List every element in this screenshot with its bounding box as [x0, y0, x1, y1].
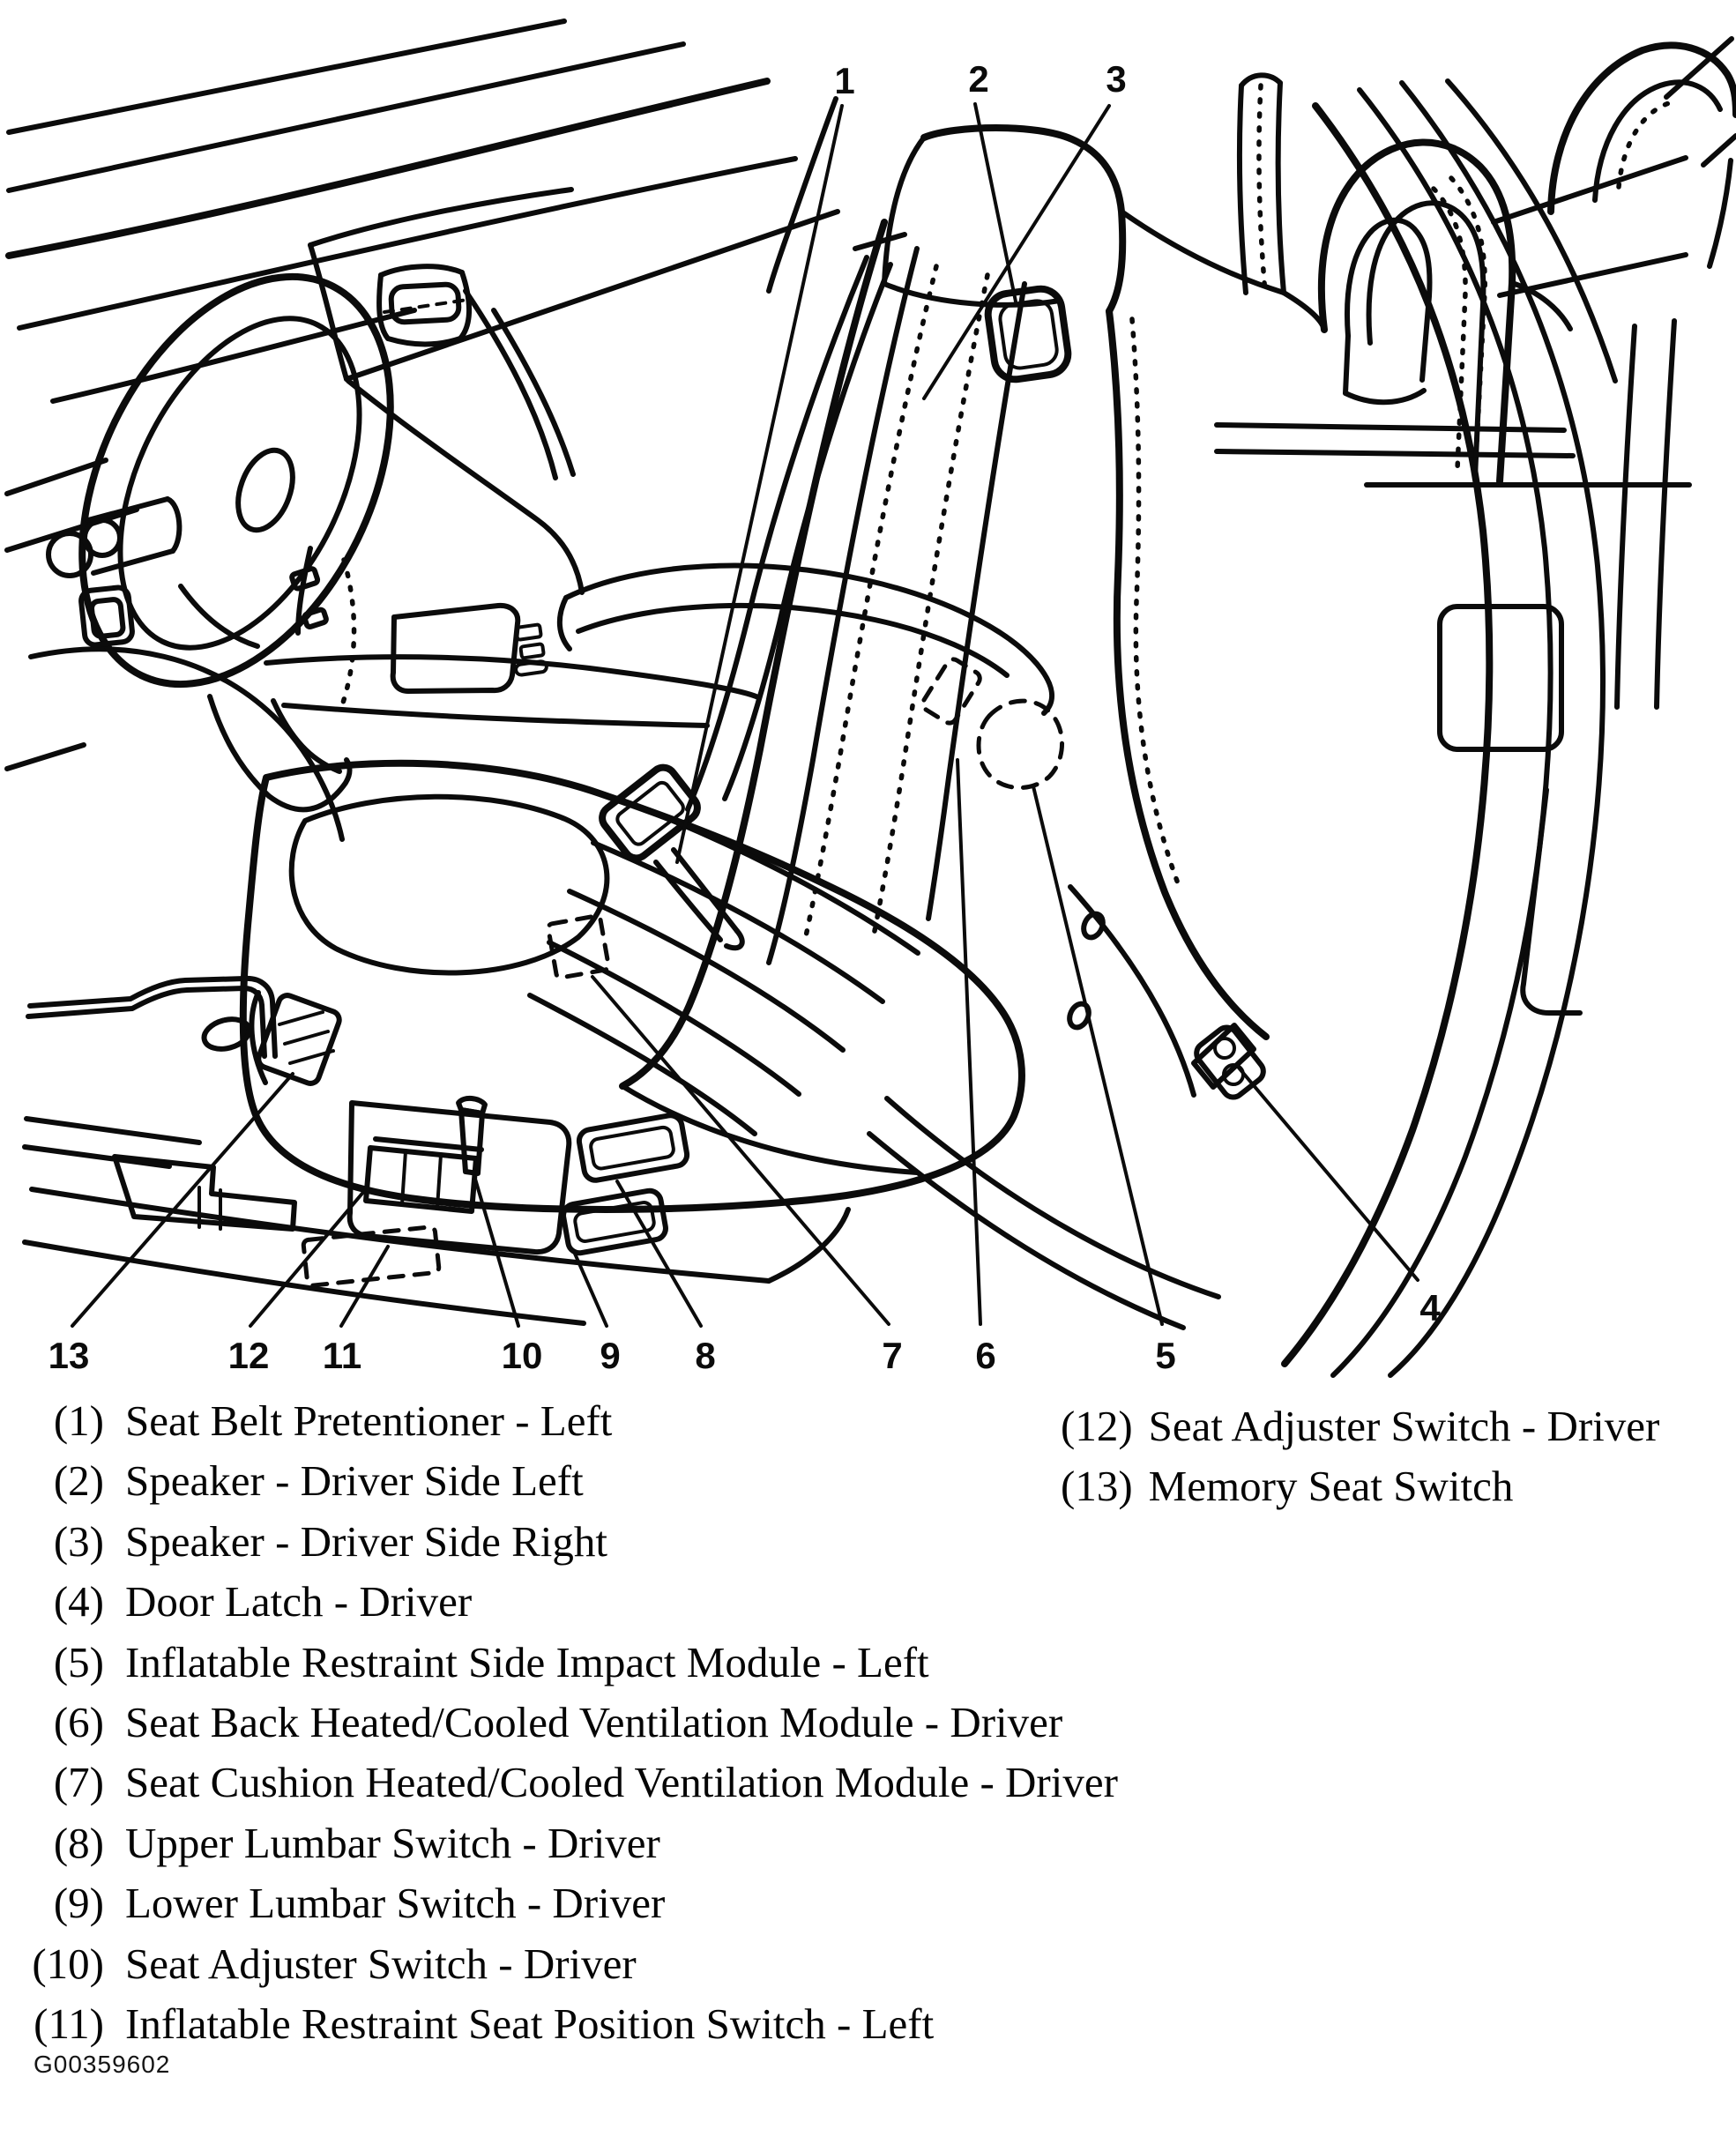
seat-belt-and-pretensioner	[597, 234, 905, 948]
legend-item-number: (6)	[53, 1697, 104, 1746]
legend-right-column	[1061, 1396, 1659, 1517]
wheel-button	[303, 609, 327, 628]
legend-item	[1061, 1456, 1659, 1516]
legend-item	[0, 1994, 1118, 2054]
callout-number-12: 12	[227, 1335, 270, 1376]
legend-item-number: (12)	[1061, 1402, 1133, 1450]
door-shut-face-notch	[1440, 607, 1561, 749]
lower-lumbar-switch	[562, 1189, 667, 1255]
callout-leader-4	[1238, 1067, 1418, 1280]
legend-item-number: (4)	[53, 1577, 104, 1627]
seat-base-and-switches	[25, 979, 848, 1323]
legend-item-label: Speaker - Driver Side Left	[125, 1456, 584, 1506]
legend-item-number: (10)	[32, 1939, 104, 1988]
legend-item-number: (5)	[53, 1637, 104, 1686]
legend-item-label: Memory Seat Switch	[1148, 1462, 1514, 1511]
adjuster-lever	[461, 1110, 482, 1173]
legend-item	[0, 1813, 1118, 1873]
legend-item	[0, 1391, 1118, 1451]
console-button	[516, 624, 541, 640]
callout-leader-7	[592, 977, 889, 1324]
legend-item-label: Upper Lumbar Switch - Driver	[125, 1818, 660, 1867]
legend-item	[0, 1693, 1118, 1753]
legend-item	[0, 1873, 1118, 1933]
legend-item	[0, 1572, 1118, 1632]
legend-item-label: Inflatable Restraint Seat Position Switch - Left	[125, 1999, 935, 2048]
roll-hoop	[1121, 45, 1736, 481]
seat-side-trim-panel	[350, 1103, 570, 1252]
legend-item-label: Door Latch - Driver	[125, 1577, 473, 1627]
callout-number-11: 11	[322, 1335, 362, 1376]
callout-number-2: 2	[968, 58, 989, 100]
callout-number-10: 10	[501, 1335, 543, 1376]
callout-number-7: 7	[882, 1335, 903, 1376]
callout-leader-3	[924, 106, 1109, 398]
passenger-roll-hoop	[1551, 45, 1736, 212]
steering-hub	[228, 443, 303, 537]
legend-item	[0, 1753, 1118, 1813]
legend-item-label: Seat Cushion Heated/Cooled Ventilation Module - Driver	[125, 1758, 1118, 1807]
legend-item-number: (3)	[53, 1516, 104, 1566]
callout-number-13: 13	[48, 1335, 90, 1376]
dash-left-lines	[7, 460, 342, 839]
seat-back	[622, 128, 1266, 1172]
legend-item-number: (11)	[34, 1999, 104, 2048]
legend-item	[0, 1934, 1118, 1994]
legend-item-label: Lower Lumbar Switch - Driver	[125, 1879, 666, 1928]
callout-number-8: 8	[695, 1335, 716, 1376]
legend-item-label: Seat Back Heated/Cooled Ventilation Module - Driver	[125, 1697, 1063, 1746]
legend-item-number: (8)	[53, 1818, 104, 1867]
callout-numbers	[48, 58, 1442, 1376]
callout-number-1: 1	[834, 60, 855, 101]
callout-leader-11	[341, 1247, 388, 1326]
legend-item	[0, 1512, 1118, 1572]
callout-number-4: 4	[1419, 1287, 1441, 1329]
legend-item-number: (7)	[53, 1758, 104, 1807]
center-console	[266, 566, 1052, 726]
legend-item-number: (1)	[53, 1396, 104, 1445]
door-pull-handle	[391, 284, 459, 323]
legend-item-number: (13)	[1061, 1462, 1133, 1511]
side-impact-module-hidden	[979, 701, 1062, 787]
legend-item-label: Seat Adjuster Switch - Driver	[125, 1939, 637, 1988]
seat-belt-webbing	[688, 257, 867, 809]
turn-signal-stalk	[48, 499, 179, 576]
legend-left-column	[0, 1391, 1118, 2054]
callout-number-6: 6	[975, 1335, 996, 1376]
legend-item-label: Inflatable Restraint Side Impact Module - Left	[125, 1637, 929, 1686]
callout-leader-6	[957, 760, 980, 1324]
callout-number-3: 3	[1106, 58, 1127, 100]
callout-number-9: 9	[600, 1335, 621, 1376]
callout-number-5: 5	[1155, 1335, 1176, 1376]
figure-id-code: G00359602	[34, 2051, 171, 2078]
seat-back-ventilation-module-hidden	[920, 657, 983, 726]
legend-item	[0, 1633, 1118, 1693]
callout-leader-12	[250, 1190, 365, 1326]
legend-item-number: (2)	[53, 1456, 104, 1506]
legend-item-label: Seat Adjuster Switch - Driver	[1148, 1402, 1660, 1450]
callout-leader-2	[975, 104, 1016, 302]
legend-item	[0, 1451, 1118, 1511]
console-button	[520, 644, 544, 658]
legend-item-label: Seat Belt Pretentioner - Left	[125, 1396, 613, 1445]
seat-cushion	[243, 763, 1022, 1210]
legend-item-label: Speaker - Driver Side Right	[125, 1516, 608, 1566]
armrest	[566, 566, 1052, 713]
legend-item	[1061, 1396, 1659, 1456]
legend-item-number: (9)	[53, 1879, 104, 1928]
